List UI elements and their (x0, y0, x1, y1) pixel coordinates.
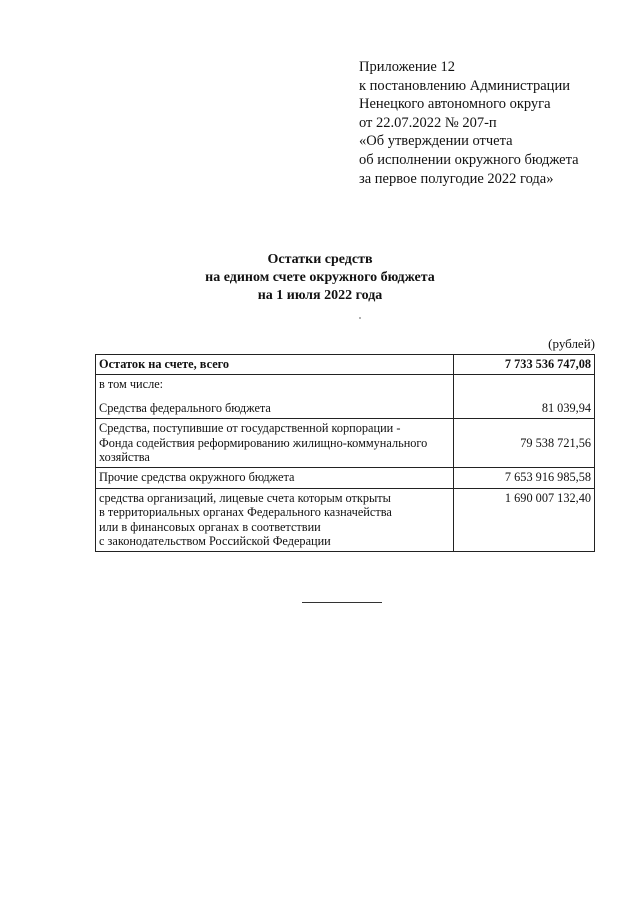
organizations-label-line: в территориальных органах Федерального казначейства (99, 505, 392, 520)
federal-amount: 81 039,94 (453, 395, 594, 419)
including-label: в том числе: (96, 375, 454, 395)
appendix-line: от 22.07.2022 № 207-п (359, 114, 497, 131)
total-label: Остаток на счете, всего (96, 355, 454, 375)
balances-table (95, 354, 595, 552)
appendix-line: к постановлению Администрации (359, 77, 570, 94)
table-row-fund (96, 419, 595, 468)
including-amount-empty (453, 375, 594, 395)
fund-label-line: Средства, поступившие от государственной корпорации - (99, 421, 401, 436)
title-line: на 1 июля 2022 года (257, 288, 383, 303)
table-row-federal (96, 395, 595, 419)
organizations-amount: 1 690 007 132,40 (453, 488, 594, 552)
organizations-label (96, 488, 454, 552)
document-title (0, 251, 640, 305)
organizations-label-line: средства организаций, лицевые счета которым открыты (99, 490, 391, 505)
appendix-line: за первое полугодие 2022 года» (359, 170, 554, 187)
fund-amount-value: 79 538 721,56 (520, 435, 591, 450)
title-line: Остатки средств (267, 252, 373, 267)
appendix-line: Ненецкого автономного округа (359, 96, 551, 113)
organizations-label-line: или в финансовых органах в соответствии (99, 519, 321, 534)
fund-label-line: Фонда содействия реформированию жилищно-коммунального (99, 435, 428, 450)
appendix-line: Приложение 12 (359, 59, 455, 75)
appendix-header (359, 58, 619, 188)
fund-label-line: хозяйства (99, 450, 150, 465)
appendix-line: об исполнении окружного бюджета (359, 151, 579, 168)
table-row-including (96, 375, 595, 395)
scan-speck (359, 317, 361, 319)
total-amount: 7 733 536 747,08 (453, 355, 594, 375)
fund-amount (453, 419, 594, 468)
table-row-total (96, 355, 595, 375)
unit-label: (рублей) (548, 336, 595, 351)
table-row-organizations (96, 488, 595, 552)
other-amount: 7 653 916 985,58 (453, 468, 594, 488)
fund-label (96, 419, 454, 468)
table-row-other (96, 468, 595, 488)
federal-label: Средства федерального бюджета (96, 395, 454, 419)
closing-rule (302, 602, 382, 603)
title-line: на едином счете окружного бюджета (205, 270, 435, 285)
other-label: Прочие средства окружного бюджета (96, 468, 454, 488)
organizations-label-line: с законодательством Российской Федерации (99, 534, 331, 549)
appendix-line: «Об утверждении отчета (359, 133, 513, 150)
